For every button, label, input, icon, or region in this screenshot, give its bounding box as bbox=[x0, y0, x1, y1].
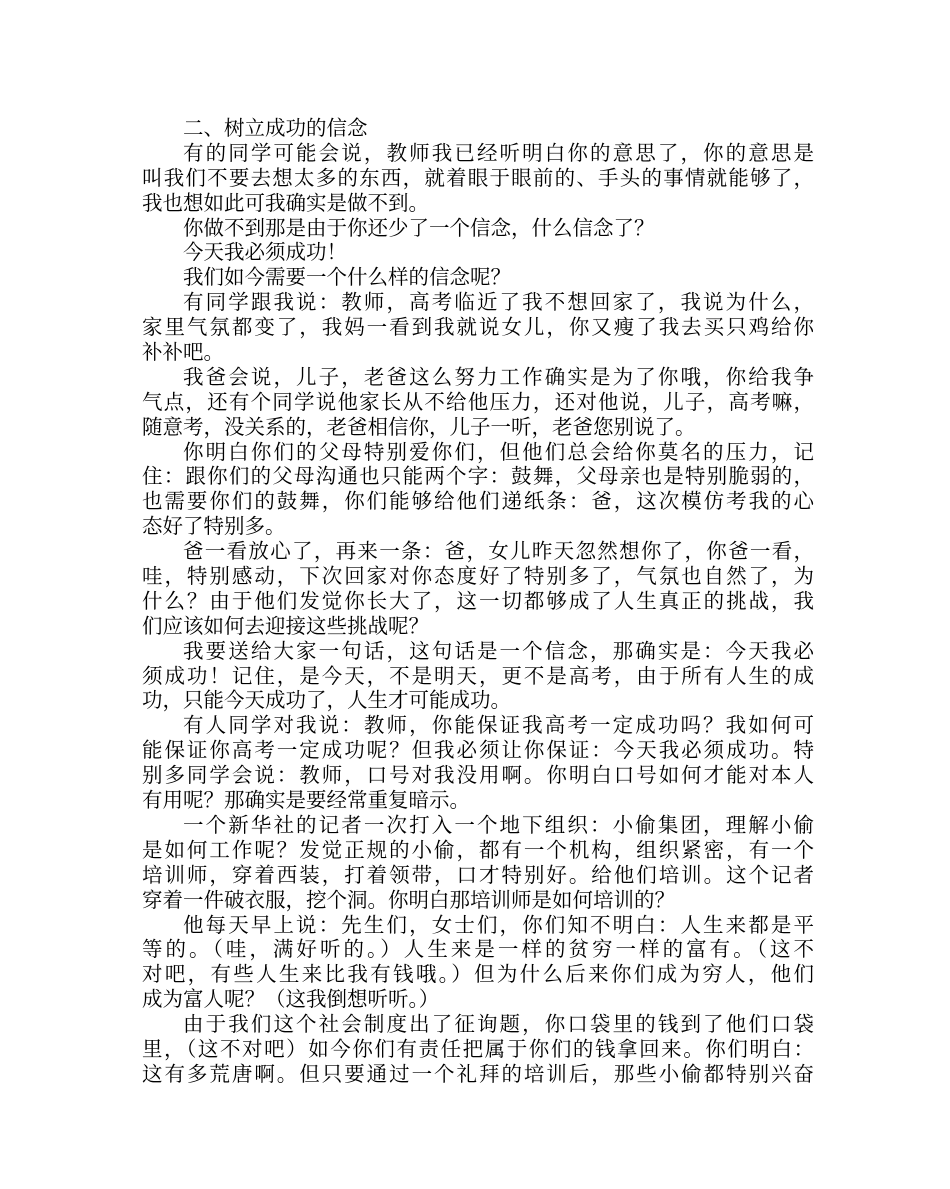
text-line: 你做不到那是由于你还少了一个信念，什么信念了？ bbox=[183, 215, 655, 240]
text-line: 随意考，没关系的，老爸相信你，儿子一听，老爸您别说了。 bbox=[142, 414, 696, 439]
text-line: 有用呢？那确实是要经常重复暗示。 bbox=[142, 788, 470, 813]
text-line: 你明白你们的父母特别爱你们，但他们总会给你莫名的压力，记 bbox=[183, 439, 814, 464]
text-line: 功，只能今天成功了，人生才可能成功。 bbox=[142, 688, 511, 713]
text-line: 须成功！记住，是今天，不是明天，更不是高考，由于所有人生的成 bbox=[142, 663, 814, 688]
text-line: 也需要你们的鼓舞，你们能够给他们递纸条：爸，这次模仿考我的心 bbox=[142, 489, 814, 514]
text-line: 住：跟你们的父母沟通也只能两个字：鼓舞，父母亲也是特别脆弱的， bbox=[142, 464, 814, 489]
text-line: 补补吧。 bbox=[142, 340, 224, 365]
text-line: 这有多荒唐啊。但只要通过一个礼拜的培训后，那些小偷都特别兴奋 bbox=[142, 1061, 814, 1086]
section-heading: 二、树立成功的信念 bbox=[183, 116, 368, 140]
text-line: 里，（这不对吧）如今你们有责任把属于你们的钱拿回来。你们明白： bbox=[142, 1036, 814, 1061]
text-line: 我要送给大家一句话，这句话是一个信念，那确实是：今天我必 bbox=[183, 638, 814, 663]
text-line: 有人同学对我说：教师，你能保证我高考一定成功吗？我如何可 bbox=[183, 713, 814, 738]
document-body bbox=[142, 116, 814, 1087]
text-line: 等的。（哇，满好听的。）人生来是一样的贫穷一样的富有。（这不 bbox=[142, 937, 814, 962]
text-line: 能保证你高考一定成功呢？但我必须让你保证：今天我必须成功。特 bbox=[142, 738, 814, 763]
text-line: 穿着一件破衣服，挖个洞。你明白那培训师是如何培训的？ bbox=[142, 887, 675, 912]
text-line: 今天我必须成功！ bbox=[183, 240, 347, 265]
text-line: 一个新华社的记者一次打入一个地下组织：小偷集团，理解小偷 bbox=[183, 812, 814, 837]
text-line: 我们如今需要一个什么样的信念呢？ bbox=[183, 265, 511, 290]
text-line: 他每天早上说：先生们，女士们，你们知不明白：人生来都是平 bbox=[183, 912, 814, 937]
text-line: 哇，特别感动，下次回家对你态度好了特别多了，气氛也自然了，为 bbox=[142, 564, 814, 589]
text-line: 气点，还有个同学说他家长从不给他压力，还对他说，儿子，高考嘛， bbox=[142, 389, 814, 414]
text-line: 成为富人呢？（这我倒想听听。） bbox=[142, 987, 440, 1012]
text-line: 叫我们不要去想太多的东西，就着眼于眼前的、手头的事情就能够了， bbox=[142, 165, 814, 190]
text-line: 什么？由于他们发觉你长大了，这一切都够成了人生真正的挑战，我 bbox=[142, 588, 814, 613]
text-line: 爸一看放心了，再来一条：爸，女儿昨天忽然想你了，你爸一看， bbox=[183, 539, 814, 564]
text-line: 们应该如何去迎接这些挑战呢？ bbox=[142, 613, 429, 638]
text-line: 是如何工作呢？发觉正规的小偷，都有一个机构，组织紧密，有一个 bbox=[142, 837, 814, 862]
text-line: 对吧，有些人生来比我有钱哦。）但为什么后来你们成为穷人，他们 bbox=[142, 962, 814, 987]
text-line: 由于我们这个社会制度出了征询题，你口袋里的钱到了他们口袋 bbox=[183, 1012, 814, 1037]
text-line: 培训师，穿着西装，打着领带，口才特别好。给他们培训。这个记者 bbox=[142, 862, 814, 887]
text-line: 有同学跟我说：教师，高考临近了我不想回家了，我说为什么， bbox=[183, 290, 814, 315]
text-line: 有的同学可能会说，教师我已经听明白你的意思了，你的意思是 bbox=[183, 140, 814, 165]
text-line: 别多同学会说：教师，口号对我没用啊。你明白口号如何才能对本人 bbox=[142, 763, 814, 788]
text-line: 家里气氛都变了，我妈一看到我就说女儿，你又瘦了我去买只鸡给你 bbox=[142, 315, 814, 340]
text-line: 我爸会说，儿子，老爸这么努力工作确实是为了你哦，你给我争 bbox=[183, 364, 814, 389]
text-line: 我也想如此可我确实是做不到。 bbox=[142, 190, 429, 215]
text-line: 态好了特别多。 bbox=[142, 514, 286, 539]
